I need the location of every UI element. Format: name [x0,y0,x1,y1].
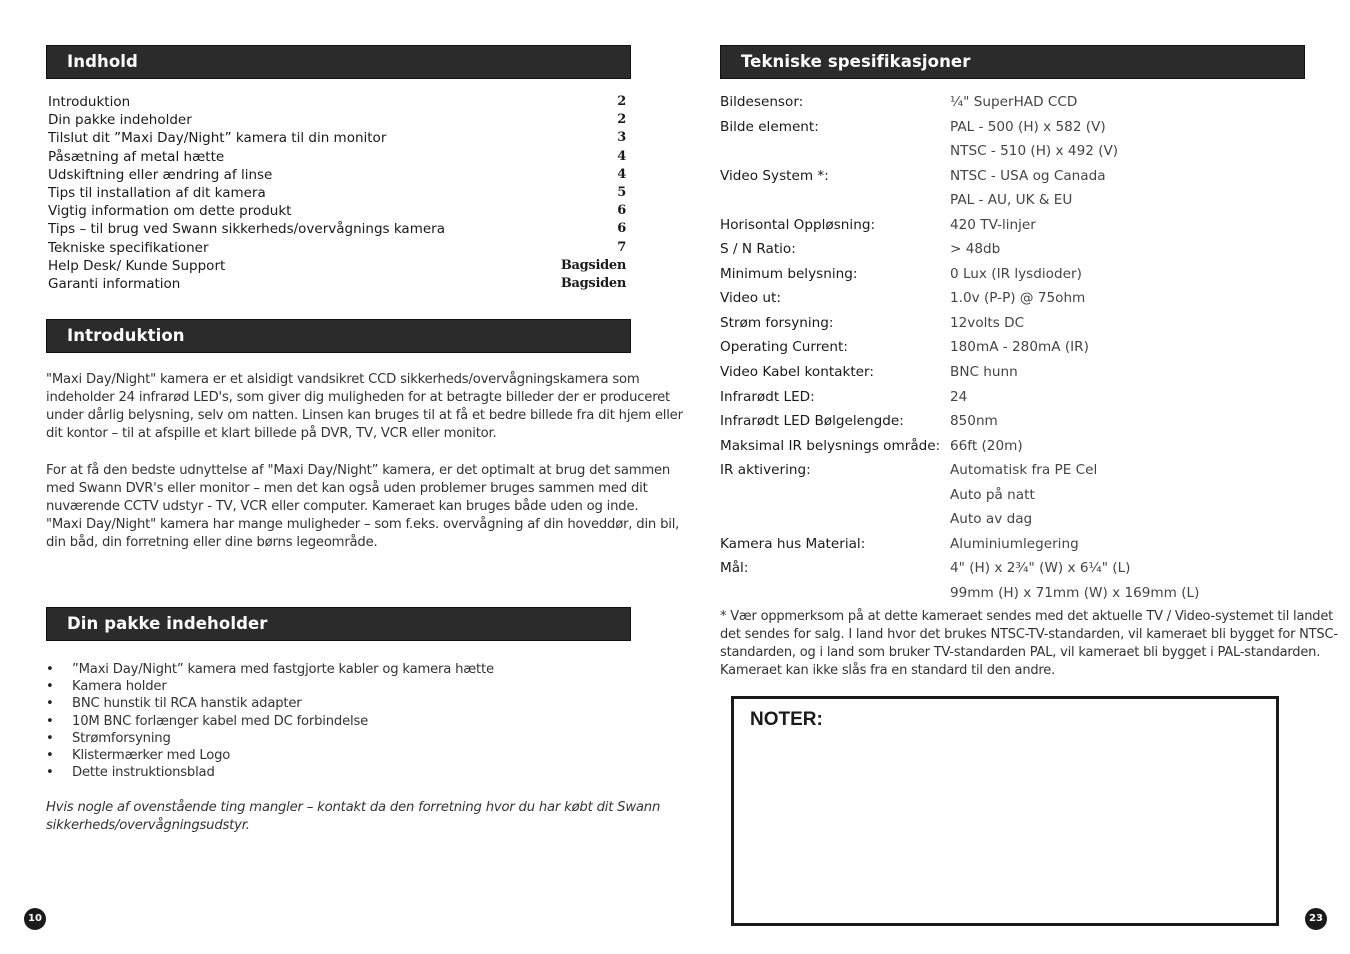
spec-header: Tekniske spesifikasjoner [720,45,1305,79]
toc-page: 3 [617,130,626,146]
spec-value: 850nm [950,413,998,430]
toc-title: Help Desk/ Kunde Support [48,257,226,274]
package-header: Din pakke indeholder [46,607,631,641]
spec-row [720,409,1305,434]
text-line: Hvis nogle af ovenstående ting mangler – kontakt da den forretning hvor du har købt dit Swann [46,800,661,815]
toc-row [48,184,626,202]
spec-row [720,115,1305,140]
toc-row [48,166,626,184]
spec-key: Video System *: [720,167,829,184]
intro-header: Introduktion [46,319,631,353]
toc-row [48,93,626,111]
spec-value: Aluminiumlegering [950,535,1079,552]
toc-row [48,148,626,166]
spec-row [720,507,1305,532]
toc-title: Udskiftning eller ændring af linse [48,166,273,183]
spec-key: Mål: [720,560,749,577]
toc-page: 2 [617,94,626,109]
list-item: • BNC hunstik til RCA hanstik adapter [46,695,631,712]
toc-page: Bagsiden [560,275,626,291]
spec-row [720,434,1305,459]
spec-value: NTSC - USA og Canada [950,167,1106,184]
spec-table [720,90,1305,605]
spec-row [720,335,1305,360]
spec-key: S / N Ratio: [720,241,796,258]
spec-key: Infrarødt LED Bølgelengde: [720,413,904,430]
spec-key: Maksimal IR belysnings område: [720,437,941,454]
spec-value: 0 Lux (IR lysdioder) [950,265,1082,282]
text-line: Kameraet kan ikke slås fra en standard til den andre. [720,663,1055,678]
spec-row [720,286,1305,311]
spec-key: Kamera hus Material: [720,535,866,552]
spec-value: 66ft (20m) [950,437,1023,454]
intro-paragraph-1 [46,371,683,443]
list-item: • Klistermærker med Logo [46,747,631,764]
toc-title: Garanti information [48,275,181,292]
spec-key: Bildesensor: [720,94,804,110]
spec-value: 180mA - 280mA (IR) [950,339,1089,356]
spec-key: Operating Current: [720,339,848,356]
spec-key: Video Kabel kontakter: [720,364,874,381]
spec-row [720,188,1305,213]
spec-value: Auto av dag [950,511,1033,528]
spec-row [720,458,1305,483]
text-line: sikkerheds/overvågningsudstyr. [46,817,250,833]
page-number-right: 23 [1305,908,1327,930]
toc-title: Din pakke indeholder [48,112,192,129]
spec-value: 1.0v (P-P) @ 75ohm [950,290,1086,307]
spec-value: Automatisk fra PE Cel [950,462,1098,479]
toc-title: Påsætning af metal hætte [48,148,225,165]
spec-row [720,237,1305,262]
spec-key: Minimum belysning: [720,265,858,282]
spec-key: Infrarødt LED: [720,388,815,405]
spec-row [720,90,1305,115]
text-line: din båd, din forretning eller dine børns legeområde. [46,535,378,551]
toc-page: 4 [617,166,626,182]
intro-paragraph-2 [46,462,680,552]
package-note [46,799,660,834]
toc-title: Tilslut dit ”Maxi Day/Night” kamera til din monitor [48,130,387,147]
text-line: det sendes for salg. I land hvor det brukes NTSC-TV-standarden, vil kameraet bli bygget for NTSC- [720,627,1338,642]
toc-row [48,220,626,238]
table-of-contents [48,93,626,293]
toc-page: 5 [617,184,626,200]
spec-value: 12volts DC [950,314,1025,331]
spec-value: NTSC - 510 (H) x 492 (V) [950,143,1119,160]
toc-page: 4 [617,148,626,164]
toc-header: Indhold [46,45,631,79]
spec-row [720,262,1305,287]
spec-value: Auto på natt [950,486,1035,503]
toc-row [48,129,626,147]
text-line: For at få den bedste udnyttelse af "Maxi Day/Night” kamera, er det optimalt at brug det sammen [46,463,671,478]
text-line: "Maxi Day/Night" kamera er et alsidigt vandsikret CCD sikkerheds/overvågningskamera som [46,372,640,387]
toc-page: 6 [617,221,626,237]
spec-row [720,360,1305,385]
toc-page: 2 [617,112,626,128]
spec-row [720,311,1305,336]
list-item: • ”Maxi Day/Night” kamera med fastgjorte kabler og kamera hætte [46,661,631,678]
toc-page: 7 [617,239,626,255]
package-list [46,661,631,781]
toc-row [48,275,626,293]
toc-row [48,202,626,220]
text-line: * Vær oppmerksom på at dette kameraet sendes med det aktuelle TV / Video-systemet til landet [720,609,1334,624]
spec-value: BNC hunn [950,364,1018,381]
toc-row [48,257,626,275]
toc-title: Tips – til brug ved Swann sikkerheds/overvågnings kamera [48,221,445,238]
spec-row [720,532,1305,557]
toc-row [48,239,626,257]
page-number-left: 10 [24,908,46,930]
text-line: under dårlig belysning, selv om natten. Linsen kan bruges til at få et bedre billede fra dit hjem eller [46,408,683,424]
toc-title: Introduktion [48,94,131,110]
toc-page: 6 [617,203,626,219]
notes-box [731,696,1279,926]
spec-value: > 48db [950,241,1001,258]
spec-row [720,581,1305,606]
spec-value: PAL - 500 (H) x 582 (V) [950,118,1106,135]
spec-value: 4" (H) x 2¾" (W) x 6¼" (L) [950,560,1131,577]
list-item: • 10M BNC forlænger kabel med DC forbindelse [46,713,631,730]
spec-key: Bilde element: [720,118,819,135]
spec-row [720,556,1305,581]
toc-title: Tips til installation af dit kamera [48,184,266,201]
spec-value: 24 [950,388,968,405]
spec-key: Horisontal Oppløsning: [720,216,876,233]
spec-value: 420 TV-linjer [950,216,1036,233]
spec-value: 99mm (H) x 71mm (W) x 169mm (L) [950,584,1200,601]
spec-key: Strøm forsyning: [720,314,834,331]
toc-title: Vigtig information om dette produkt [48,203,292,220]
spec-row [720,139,1305,164]
spec-row [720,164,1305,189]
spec-row [720,483,1305,508]
list-item: • Dette instruktionsblad [46,764,631,781]
text-line: "Maxi Day/Night" kamera har mange muligheder – som f.eks. overvågning af din hoveddør, din bil, [46,517,680,533]
spec-row [720,213,1305,238]
list-item: • Kamera holder [46,678,631,695]
spec-key: Video ut: [720,290,781,307]
spec-value: ¼" SuperHAD CCD [950,94,1078,110]
notes-label: NOTER: [750,709,823,730]
toc-page: Bagsiden [560,257,626,273]
toc-row [48,111,626,129]
text-line: nuværende CCTV udstyr - TV, VCR eller computer. Kameraet kan bruges både uden og inde. [46,499,639,515]
spec-row [720,385,1305,410]
toc-title: Tekniske specifikationer [48,239,209,256]
list-item: • Strømforsyning [46,730,631,747]
text-line: med Swann DVR's eller monitor – men det kan også uden problemer bruges sammen med dit [46,481,648,497]
spec-value: PAL - AU, UK & EU [950,192,1073,209]
text-line: standarden, og i land som bruker TV-standarden PAL, vil kameraet bli bygget i PAL-standarden. [720,645,1321,660]
spec-key: IR aktivering: [720,462,811,479]
spec-footnote [720,608,1338,680]
text-line: dit kontor – til at afspille et klart billede på DVR, TV, VCR eller monitor. [46,426,497,442]
text-line: indeholder 24 infrarød LED's, som giver dig muligheden for at betragte billeder der er produceret [46,390,671,406]
